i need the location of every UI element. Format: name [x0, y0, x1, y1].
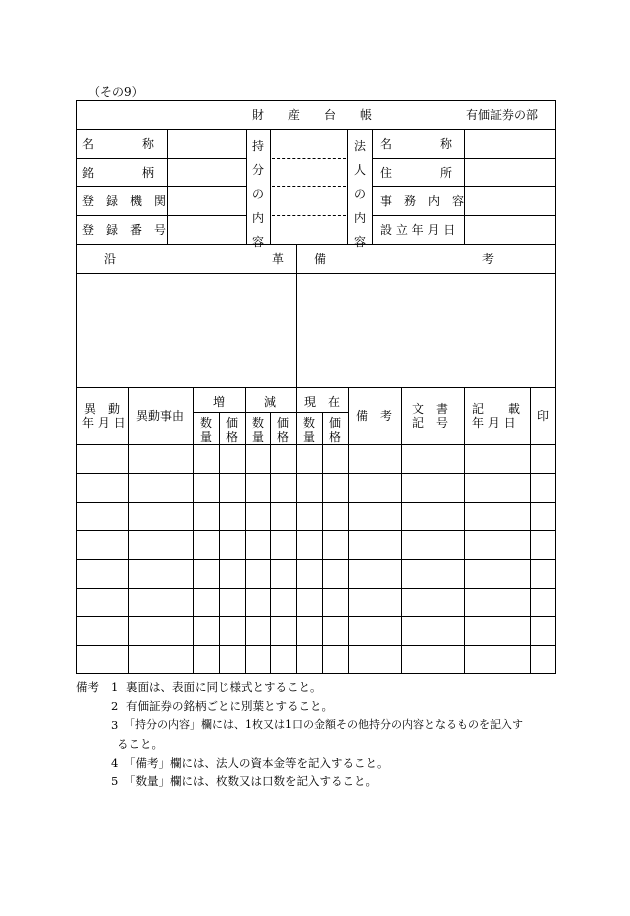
col-idou-2: 年 月 日 [82, 416, 126, 430]
rule [270, 129, 271, 244]
rule [76, 158, 246, 159]
dashed-rule [272, 158, 346, 159]
rule [76, 444, 556, 445]
rule [372, 129, 373, 244]
label-enkaku: 沿 革 [104, 252, 285, 266]
label-setsuritsu: 設 立 年 月 日 [380, 223, 456, 237]
col-idou-jiyu: 異動事由 [136, 409, 185, 423]
note-text-4: 「備考」欄には、法人の資本金等を記入すること。 [124, 756, 389, 770]
note-text-3-cont: ること。 [117, 737, 163, 751]
rule [219, 412, 220, 674]
note-num-5: 5 [111, 774, 119, 788]
rule [167, 129, 168, 244]
col-zou-kakaku: 価格 [225, 416, 238, 444]
note-text-1: 裏面は、表面に同じ様式とすること。 [126, 680, 322, 694]
col-kisai-2: 年 月 日 [472, 416, 516, 430]
rule [270, 412, 271, 674]
rule [76, 473, 556, 474]
rule [76, 530, 556, 531]
col-zou: 増 [213, 395, 226, 409]
label-jusho: 住 所 [380, 166, 453, 180]
col-bunsho-1: 文 書 [412, 402, 449, 416]
section-label: 有価証券の部 [466, 108, 539, 122]
rule [347, 129, 348, 244]
col-zou-suryo: 数量 [199, 416, 212, 444]
rule [246, 129, 247, 244]
rule [76, 186, 246, 187]
label-bikou-header: 備 考 [314, 252, 495, 266]
rule [348, 387, 349, 674]
rule [76, 273, 556, 274]
col-gen-suryo: 数量 [251, 416, 264, 444]
rule [245, 387, 246, 674]
dashed-rule [272, 186, 346, 187]
rule [193, 387, 194, 674]
note-text-2: 有価証券の銘柄ごとに別葉とすること。 [126, 699, 333, 713]
rule [76, 129, 556, 130]
rule [76, 244, 556, 245]
note-num-1: 1 [111, 680, 119, 694]
note-num-4: 4 [111, 756, 119, 770]
col-gen: 減 [264, 395, 277, 409]
note-num-3: 3 [111, 718, 119, 732]
col-idou-1: 異 動 [84, 402, 121, 416]
rule [76, 387, 556, 388]
col-kisai-1: 記 載 [472, 402, 521, 416]
label-meisho: 名 称 [82, 137, 155, 151]
col-genzai-kakaku: 価格 [328, 416, 341, 444]
label-toroku-kikan: 登 録 機 関 [82, 194, 167, 208]
label-meigara: 銘 柄 [82, 166, 155, 180]
col-bikou: 備 考 [356, 409, 393, 423]
col-in: 印 [537, 409, 550, 423]
notes-label: 備考 [76, 680, 99, 694]
rule [76, 559, 556, 560]
rule [76, 215, 246, 216]
rule [76, 645, 556, 646]
note-num-2: 2 [111, 699, 119, 713]
rule [128, 387, 129, 674]
rule [76, 588, 556, 589]
rule [296, 244, 297, 387]
rule [76, 616, 556, 617]
note-text-3: 「持分の内容」欄には、1枚又は1口の金額その他持分の内容となるものを記入す [124, 718, 523, 731]
col-genzai: 現 在 [304, 395, 341, 409]
rule [530, 387, 531, 674]
label-houjin-meisho: 名 称 [380, 137, 453, 151]
label-jimu-naiyo: 事 務 内 容 [380, 194, 465, 208]
col-genzai-suryo: 数量 [302, 416, 315, 444]
rule [401, 387, 402, 674]
label-houjin: 法人の内容 [353, 139, 366, 249]
rule [464, 387, 465, 674]
dashed-rule [272, 215, 346, 216]
rule [296, 387, 297, 674]
col-bunsho-2: 記 号 [412, 416, 449, 430]
label-mochibun: 持分の内容 [251, 139, 264, 249]
rule [464, 129, 465, 244]
form-number: （その9） [88, 85, 144, 99]
rule [76, 502, 556, 503]
ledger-title: 財 産 台 帳 [252, 108, 373, 122]
rule [322, 412, 323, 674]
note-text-5: 「数量」欄には、枚数又は口数を記入すること。 [124, 774, 377, 788]
label-toroku-bango: 登 録 番 号 [82, 223, 167, 237]
col-gen-kakaku: 価格 [276, 416, 289, 444]
